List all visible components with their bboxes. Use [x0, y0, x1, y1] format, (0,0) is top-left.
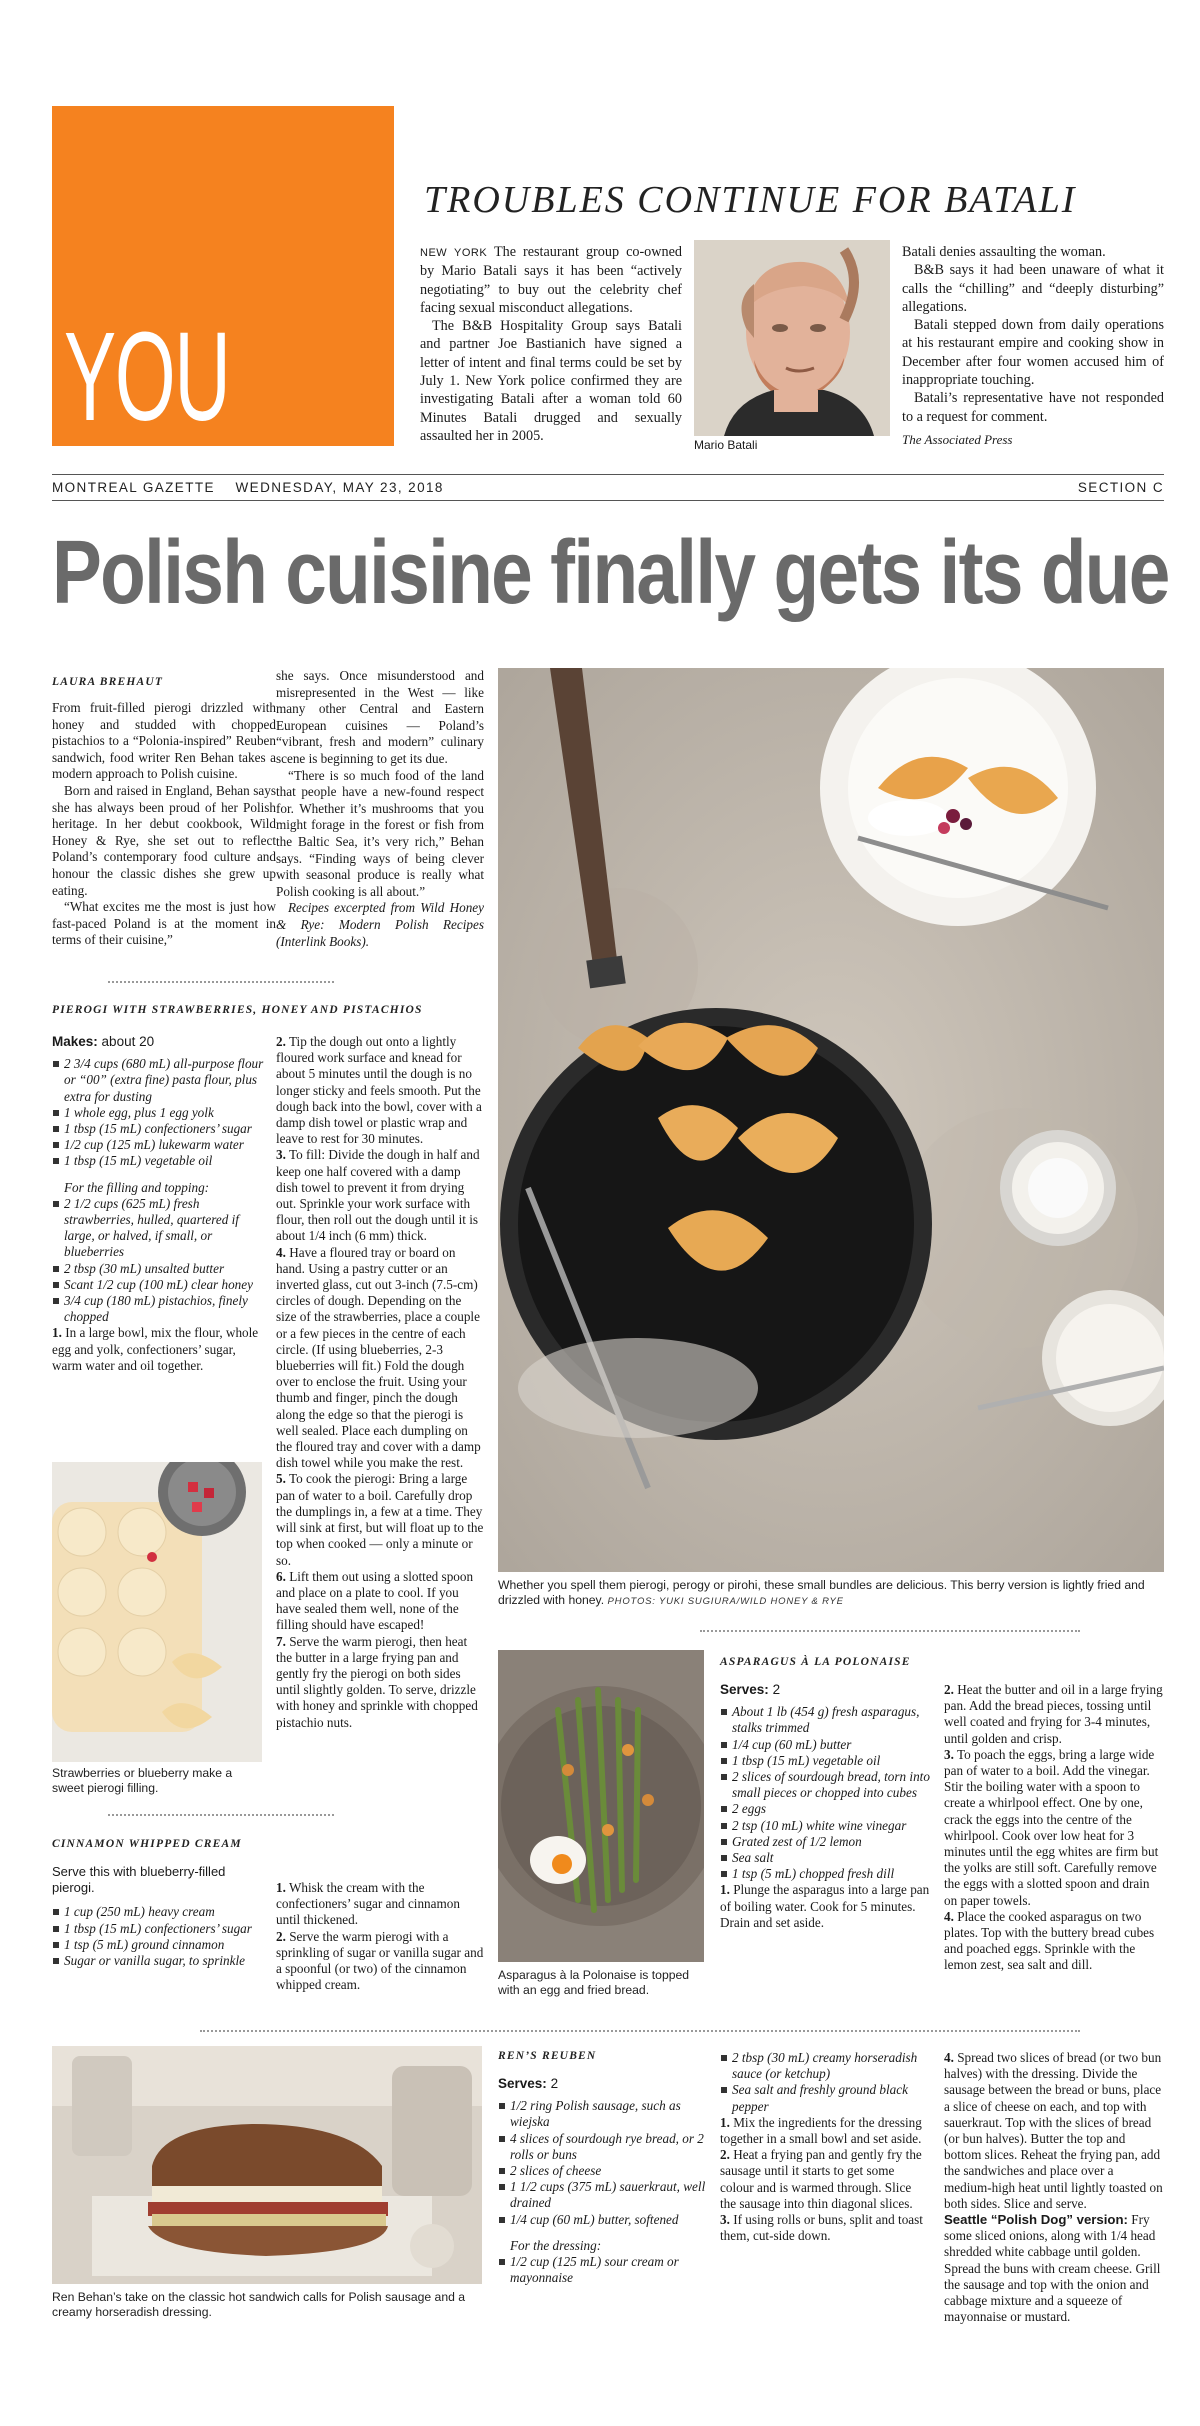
- reuben-photo-caption: Ren Behan’s take on the classic hot sandwich calls for Polish sausage and a creamy horseradish dressing.: [52, 2290, 466, 2320]
- intro-paragraph: “There is so much food of the land that people have a new-found respect for. Whether it’s mushrooms that you might forage in the forest or fish from the Baltic Sea, it’s very rich,” Behan says. “Finding ways of being clever with seasonal produce is really what Polish cooking is all about.”: [276, 767, 484, 899]
- ingredient: Grated zest of 1/2 lemon: [720, 1834, 930, 1850]
- main-headline: Polish cuisine finally gets its due: [52, 523, 1169, 623]
- issue-date: WEDNESDAY, MAY 23, 2018: [235, 480, 444, 495]
- prep-photo-caption: Strawberries or blueberry make a sweet pierogi filling.: [52, 1766, 233, 1796]
- reuben-serves: Serves: 2: [498, 2076, 559, 2091]
- ingredient: 2 tsp (10 mL) white wine vinegar: [720, 1818, 930, 1834]
- byline: LAURA BREHAUT: [52, 676, 164, 688]
- ingredient: Sea salt and freshly ground black pepper: [720, 2082, 930, 2114]
- batali-paragraph: The B&B Hospitality Group says Batali and partner Joe Bastianich have signed a letter of intent and final terms could be set by July 1. New York police confirmed they are investigating Batali after a woman told 60 Minutes Batali drugged and sexually assaulted her in 2005.: [420, 318, 682, 444]
- recipe-step: 1. Plunge the asparagus into a large pan of boiling water. Cook for 5 minutes. Drain and set aside.: [720, 1882, 930, 1930]
- pierogi-filling: [52, 1196, 268, 1326]
- paper-name: MONTREAL GAZETTE: [52, 480, 215, 495]
- pierogi-prep-photo: [52, 1462, 262, 1762]
- ingredient: 1 cup (250 mL) heavy cream: [52, 1904, 268, 1920]
- ingredient: Sugar or vanilla sugar, to sprinkle: [52, 1953, 268, 1969]
- divider: [108, 981, 334, 983]
- cream-column-2: [276, 1880, 484, 1993]
- asparagus-photo: [498, 1650, 704, 1962]
- ingredient: 1/2 cup (125 mL) lukewarm water: [52, 1137, 268, 1153]
- pierogi-makes: Makes: about 20: [52, 1034, 155, 1049]
- recipe-step: 3. To fill: Divide the dough in half and keep one half covered with a damp dish towel to prevent it from drying out. Sprinkle your work surface with flour, then roll out the dough until it is about 1/4 inch (6 mm) thick.: [276, 1147, 480, 1244]
- ingredient: 2 tbsp (30 mL) unsalted butter: [52, 1261, 268, 1277]
- intro-paragraph: “What excites me the most is just how fast-paced Poland is at the moment in terms of their cuisine,”: [52, 899, 276, 948]
- asparagus-column-2: [944, 1682, 1164, 1974]
- reuben-column-1: [498, 2076, 706, 2286]
- ingredient: 3/4 cup (180 mL) pistachios, finely chopped: [52, 1293, 268, 1325]
- ingredient: 1 tbsp (15 mL) confectioners’ sugar: [52, 1921, 268, 1937]
- recipe-step: 2. Heat the butter and oil in a large frying pan. Add the bread pieces, tossing until well coated and frying for 3-4 minutes, until golden and crisp.: [944, 1682, 1163, 1746]
- ingredient: 4 slices of sourdough rye bread, or 2 rolls or buns: [498, 2131, 706, 2163]
- main-photo-caption: [498, 1578, 1164, 1610]
- batali-paragraph: The restaurant group co-owned by Mario Batali says it has been “actively negotiating” to buy out the celebrity chef facing sexual misconduct allegations.: [420, 244, 683, 316]
- pierogi-title: PIEROGI WITH STRAWBERRIES, HONEY AND PISTACHIOS: [52, 1004, 423, 1016]
- ingredient: 2 tbsp (30 mL) creamy horseradish sauce (or ketchup): [720, 2050, 930, 2082]
- cream-ingredients: [52, 1904, 268, 1969]
- recipe-step: 1. In a large bowl, mix the flour, whole egg and yolk, confectioners’ sugar, warm water and oil together.: [52, 1325, 259, 1373]
- recipe-step: 3. To poach the eggs, bring a large wide pan of water to a boil. Add the vinegar. Stir the boiling water with a spoon to create a whirlpool effect. One by one, crack the eggs into the centre of the whirlpool. Cook over low heat for 3 minutes until the egg whites are firm but the yolks are still soft. Carefully remove the eggs with a slotted spoon and drain on paper towels.: [944, 1746, 1159, 1908]
- asparagus-ingredients: [720, 1704, 930, 1882]
- ingredient: 1 tsp (5 mL) ground cinnamon: [52, 1937, 268, 1953]
- divider: [200, 2030, 1080, 2032]
- reuben-column-2: [720, 2050, 930, 2244]
- folio-rule: [52, 474, 1164, 475]
- intro-paragraph: From fruit-filled pierogi drizzled with honey and studded with chopped pistachios to a “Polonia-inspired” Reuben sandwich, food writer Ren Behan takes a modern approach to Polish cuisine.: [52, 700, 276, 782]
- ingredient: 2 slices of sourdough bread, torn into small pieces or chopped into cubes: [720, 1769, 930, 1801]
- seattle-variation: Seattle “Polish Dog” version: Fry some sliced onions, along with 1/4 head shredded white cabbage until golden. Spread the buns with cream cheese. Grill the sausage and top with the onion and cabbage mixture and a squeeze of mayonnaise or mustard.: [944, 2212, 1161, 2325]
- batali-paragraph: Batali’s representative have not responded to a request for comment.: [902, 390, 1164, 425]
- cream-title: CINNAMON WHIPPED CREAM: [52, 1838, 242, 1850]
- recipe-step: 1. Whisk the cream with the confectioners’ sugar and cinnamon until thickened.: [276, 1880, 460, 1928]
- intro-column-2: [276, 668, 484, 950]
- batali-credit: The Associated Press: [902, 432, 1013, 447]
- batali-column-2: [902, 243, 1164, 426]
- pierogi-ingredients: [52, 1056, 268, 1169]
- batali-paragraph: Batali stepped down from daily operations at his restaurant empire and cooking show in December after four women accused him of inappropriate touching.: [902, 317, 1164, 389]
- ingredient: 1 tbsp (15 mL) vegetable oil: [720, 1753, 930, 1769]
- reuben-photo: [52, 2046, 482, 2284]
- intro-paragraph: she says. Once misunderstood and misrepresented in the West — like many other Central and Eastern European cuisines — Poland’s “vibrant, fresh and modern” culinary scene is beginning to get its due.: [276, 668, 484, 766]
- ingredient: 1/4 cup (60 mL) butter: [720, 1737, 930, 1753]
- pierogi-column-1: [52, 1034, 268, 1374]
- recipe-step: 3. If using rolls or buns, split and toast them, cut-side down.: [720, 2212, 923, 2244]
- ingredient: 1/2 ring Polish sausage, such as wiejska: [498, 2098, 706, 2130]
- batali-paragraph: Batali denies assaulting the woman.: [902, 244, 1106, 260]
- cream-column-1: [52, 1864, 268, 1969]
- reuben-dressing: [498, 2254, 706, 2286]
- recipe-step: 4. Have a floured tray or board on hand. Using a pastry cutter or an inverted glass, cut out 3-inch (7.5-cm) circles of dough. Depending on the size of the strawberries, place a couple or a few pieces in the centre of each circle. (If using blueberries, 2-3 blueberries will fit.) Fold the dough over to enclose the fruit. Using your thumb and finger, pinch the dough along the edge so that the pierogi is well sealed. Place each dumpling on the floured tray and cover with a damp dish towel while you make the rest.: [276, 1244, 481, 1471]
- filling-label: For the filling and topping:: [64, 1179, 210, 1195]
- pierogi-main-photo: [498, 668, 1164, 1572]
- ingredient: 1 tbsp (15 mL) confectioners’ sugar: [52, 1121, 268, 1137]
- ingredient: 2 eggs: [720, 1801, 930, 1817]
- section-label: YOU: [64, 306, 230, 447]
- dressing-label: For the dressing:: [510, 2237, 602, 2253]
- folio-rule: [52, 500, 1164, 501]
- ingredient: 2 slices of cheese: [498, 2163, 706, 2179]
- divider: [700, 1630, 1080, 1632]
- reuben-title: REN’S REUBEN: [498, 2050, 597, 2062]
- recipe-step: 2. Serve the warm pierogi with a sprinkling of sugar or vanilla sugar and a spoonful (or two) of the cinnamon whipped cream.: [276, 1928, 484, 1993]
- section-badge: [52, 106, 394, 446]
- batali-photo: [694, 240, 890, 436]
- asparagus-serves: Serves: 2: [720, 1682, 781, 1697]
- recipe-step: 2. Tip the dough out onto a lightly floured work surface and knead for about 5 minutes until the dough is no longer sticky and feels smooth. Put the dough back into the bowl, cover with a damp dish towel or plastic wrap and leave to rest for 30 minutes.: [276, 1034, 482, 1147]
- recipe-step: 4. Spread two slices of bread (or two bun halves) with the dressing. Divide the sausage between the bread or buns, place a slice of cheese on each, and top with sauerkraut. Top with the slices of bread (or bun halves). Butter the top and bottom slices. Reheat the frying pan, add the sandwiches and place over a medium-high heat until lightly toasted on both sides. Slice and serve.: [944, 2050, 1163, 2211]
- ingredient: 1 tsp (5 mL) chopped fresh dill: [720, 1866, 930, 1882]
- reuben-ingredients: [498, 2098, 706, 2228]
- ingredient: 1 1/2 cups (375 mL) sauerkraut, well drained: [498, 2179, 706, 2211]
- reuben-dressing-cont: [720, 2050, 930, 2115]
- recipe-step: 6. Lift them out using a slotted spoon and place on a plate to cool. If you have sealed them well, none of the filling should have escaped!: [276, 1568, 474, 1633]
- cream-intro: Serve this with blueberry-filled pierogi.: [52, 1864, 226, 1896]
- reuben-column-3: [944, 2050, 1164, 2325]
- pierogi-column-2: [276, 1034, 484, 1731]
- asparagus-title: ASPARAGUS À LA POLONAISE: [720, 1656, 911, 1668]
- batali-column-1: [420, 243, 682, 445]
- recipe-step: 5. To cook the pierogi: Bring a large pan of water to a boil. Carefully drop the dumplings in, a few at a time. They will sink at first, but will float up to the top when cooked — only a minute or so.: [276, 1471, 484, 1568]
- ingredient: 1 tbsp (15 mL) vegetable oil: [52, 1153, 268, 1169]
- dateline: NEW YORK: [420, 247, 488, 259]
- ingredient: 1 whole egg, plus 1 egg yolk: [52, 1105, 268, 1121]
- recipe-step: 2. Heat a frying pan and gently fry the sausage until it starts to get some colour and is warmed through. Slice the sausage into thin diagonal slices.: [720, 2147, 922, 2211]
- excerpt-credit: Recipes excerpted from Wild Honey & Rye: Modern Polish Recipes (Interlink Books).: [276, 900, 484, 949]
- intro-paragraph: Born and raised in England, Behan says she has always been proud of her Polish heritage. In her debut cookbook, Wild Honey & Rye, she set out to reflect Poland’s contemporary food culture and honour the classic dishes she grew up eating.: [52, 782, 276, 898]
- ingredient: 2 1/2 cups (625 mL) fresh strawberries, hulled, quartered if large, or halved, if small, or blueberries: [52, 1196, 268, 1261]
- asparagus-photo-caption: Asparagus à la Polonaise is topped with an egg and fried bread.: [498, 1968, 690, 1998]
- ingredient: Sea salt: [720, 1850, 930, 1866]
- ingredient: 2 3/4 cups (680 mL) all-purpose flour or “00” (extra fine) pasta flour, plus extra for dusting: [52, 1056, 268, 1105]
- batali-paragraph: B&B says it had been unaware of what it calls the “chilling” and “deeply disturbing” allegations.: [902, 262, 1164, 315]
- ingredient: About 1 lb (454 g) fresh asparagus, stalks trimmed: [720, 1704, 930, 1736]
- main-caption-text: Whether you spell them pierogi, perogy or pirohi, these small bundles are delicious. This berry version is lightly fried and drizzled with honey.: [498, 1578, 1145, 1608]
- divider: [108, 1814, 334, 1816]
- folio: [52, 480, 1164, 495]
- batali-headline: TROUBLES CONTINUE FOR BATALI: [424, 179, 1077, 221]
- ingredient: 1/2 cup (125 mL) sour cream or mayonnaise: [498, 2254, 706, 2286]
- recipe-step: 1. Mix the ingredients for the dressing together in a small bowl and set aside.: [720, 2114, 922, 2147]
- section-number: SECTION C: [1077, 480, 1164, 495]
- recipe-step: 4. Place the cooked asparagus on two plates. Top with the buttery bread cubes and poached eggs. Sprinkle with the lemon zest, sea salt and dill.: [944, 1908, 1155, 1973]
- batali-photo-caption: Mario Batali: [694, 438, 758, 452]
- photo-credit: PHOTOS: YUKI SUGIURA/WILD HONEY & RYE: [607, 1596, 844, 1608]
- recipe-step: 7. Serve the warm pierogi, then heat the butter in a large frying pan and gently fry the pierogi on both sides until slightly golden. To serve, drizzle with honey and sprinkle with chopped pistachio nuts.: [276, 1633, 478, 1730]
- asparagus-column-1: [720, 1682, 930, 1931]
- ingredient: 1/4 cup (60 mL) butter, softened: [498, 2212, 706, 2228]
- ingredient: Scant 1/2 cup (100 mL) clear honey: [52, 1277, 268, 1293]
- intro-column-1: [52, 700, 276, 949]
